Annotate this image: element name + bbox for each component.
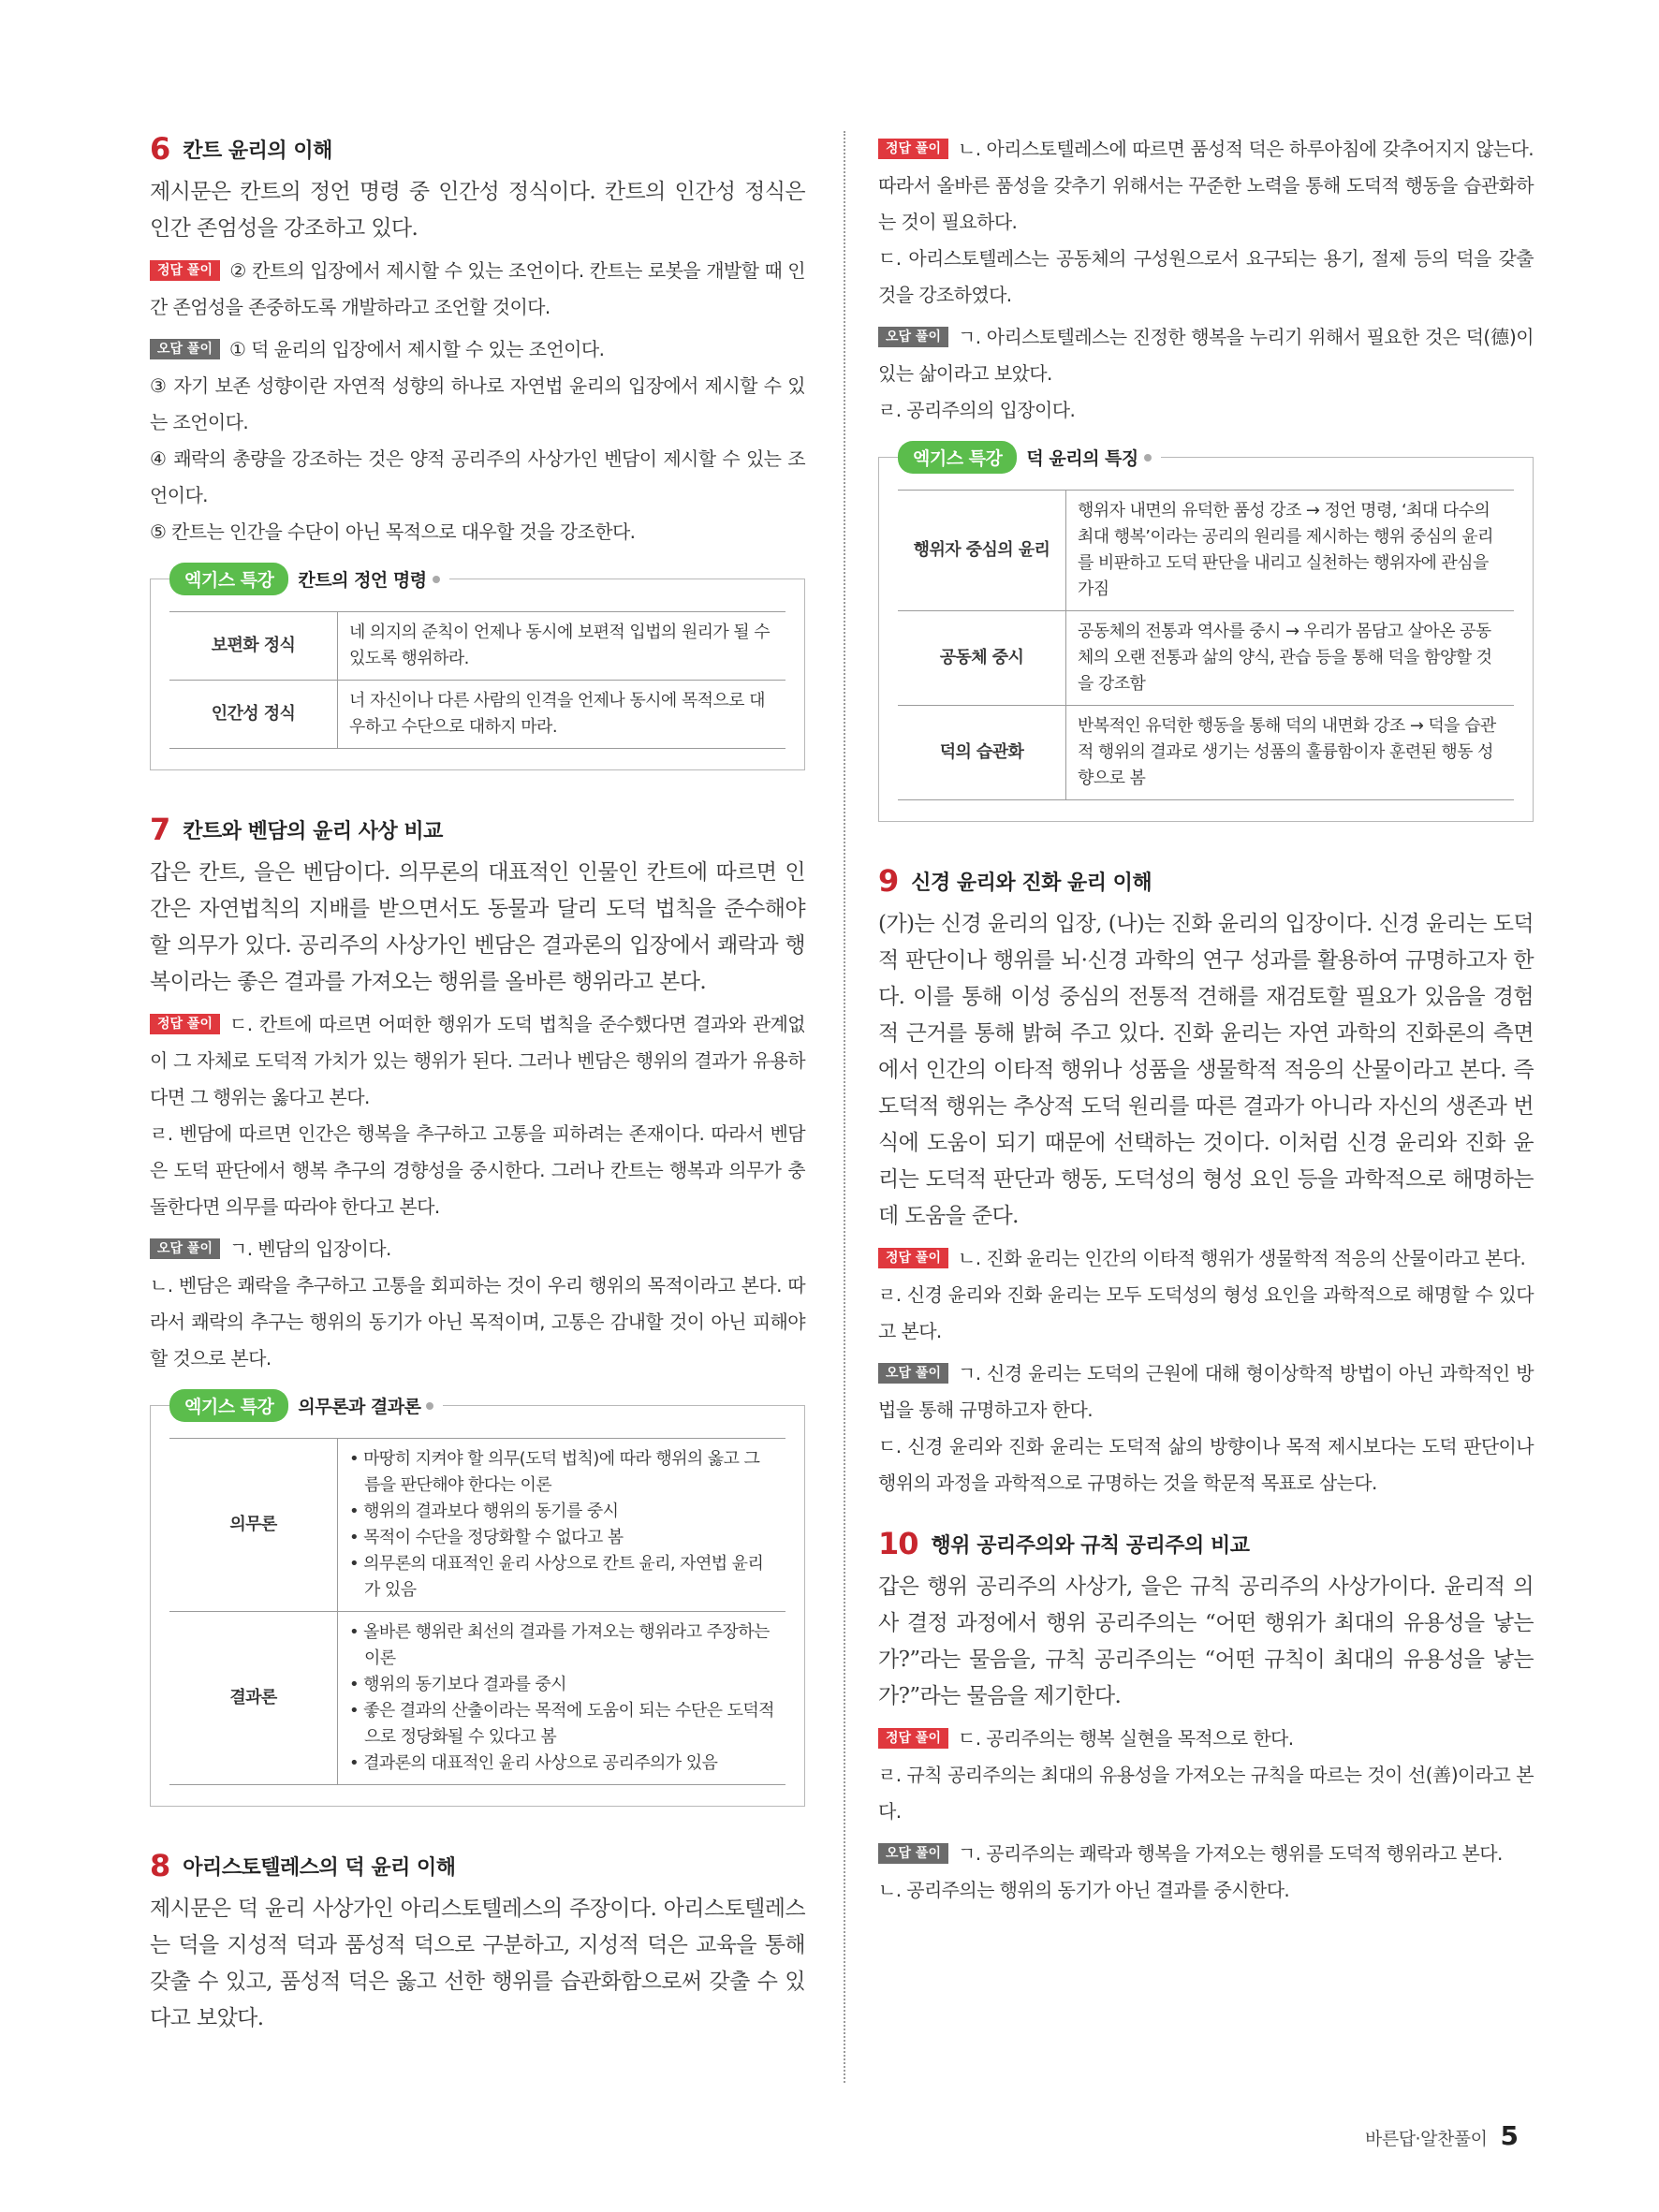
q7-wrong-text: ㄱ. 벤담의 입장이다. [228, 1238, 391, 1260]
table-value: 행위자 내면의 유덕한 품성 강조 → 정언 명령, ‘최대 다수의 최대 행복’이라는 공리의 원리를 제시하는 행위 중심의 윤리를 비판하고 도덕 판단을 내리고 실천하는 행위자에 관심을 가짐 [1066, 491, 1515, 611]
q10-correct-2: ㄹ. 규칙 공리주의는 최대의 유용성을 가져오는 규칙을 따르는 것이 선(善)이라고 본다. [878, 1764, 1534, 1823]
table-value: 너 자신이나 다른 사람의 인격을 언제나 동시에 목적으로 대우하고 수단으로 대하지 마라. [338, 681, 786, 749]
q9-correct-1 [878, 1240, 1534, 1277]
q7-intro: 갑은 칸트, 을은 벤담이다. 의무론의 대표적인 인물인 칸트에 따르면 인간은 자연법칙의 지배를 받으면서도 동물과 달리 도덕 법칙을 준수해야 할 의무가 있다. 공리주의 사상가인 벤담은 결과론의 입장에서 쾌락과 행복이라는 좋은 결과를 가져오는 행위를 올바른 행위라고 본다. [150, 860, 805, 994]
q10-wrong-text: ㄱ. 공리주의는 쾌락과 행복을 가져오는 행위를 도덕적 행위라고 본다. [957, 1842, 1503, 1865]
q7-correct-2: ㄹ. 벤담에 따르면 인간은 행복을 추구하고 고통을 피하려는 존재이다. 따라서 벤담은 도덕 판단에서 행복 추구의 경향성을 중시한다. 그러나 칸트는 행복과 의무가 충돌한다면 의무를 따라야 한다고 본다. [150, 1122, 805, 1218]
q8-intro: 제시문은 덕 윤리 사상가인 아리스토텔레스의 주장이다. 아리스토텔레스는 덕을 지성적 덕과 품성적 덕으로 구분하고, 지성적 덕은 교육을 통해 갖출 수 있고, 품성적 덕은 옳고 선한 행위를 습관화함으로써 갖출 수 있다고 보았다. [150, 1897, 805, 2030]
correct-badge: 정답 풀이 [150, 1014, 220, 1034]
q7-correct-1 [150, 1006, 805, 1116]
bullet-dot-icon [433, 576, 440, 583]
q7-wrong-1 [150, 1231, 805, 1267]
list-item: • 의무론의 대표적인 윤리 사상으로 칸트 윤리, 자연법 윤리가 있음 [349, 1551, 774, 1604]
bullet-dot-icon [426, 1402, 433, 1410]
q7-table [169, 1438, 785, 1785]
box-header [898, 441, 1161, 474]
q9-wrong-1 [878, 1355, 1534, 1428]
question-title: 칸트 윤리의 이해 [183, 139, 332, 163]
correct-badge: 정답 풀이 [878, 139, 948, 159]
box-title: 칸트의 정언 명령 [298, 570, 427, 591]
page-footer [1365, 2120, 1519, 2151]
question-title: 행위 공리주의와 규칙 공리주의 비교 [931, 1533, 1250, 1558]
question-number: 9 [878, 863, 899, 899]
q9-wrong-2: ㄷ. 신경 윤리와 진화 윤리는 도덕적 삶의 방향이나 목적 제시보다는 도덕 판단이나 행위의 과정을 과학적으로 규명하는 것을 학문적 목표로 삼는다. [878, 1435, 1534, 1494]
list-item: • 목적이 수단을 정당화할 수 없다고 봄 [349, 1525, 774, 1551]
table-row [169, 681, 785, 749]
q9-intro: (가)는 신경 윤리의 입장, (나)는 진화 윤리의 입장이다. 신경 윤리는 도덕적 판단이나 행위를 뇌·신경 과학의 연구 성과를 활용하여 규명하고자 한다. 이를 통해 이성 중심의 전통적 견해를 재검토할 필요가 있음을 경험적 근거를 통해 밝혀 주고 있다. 진화 윤리는 자연 과학의 진화론의 측면에서 인간의 이타적 행위나 성품을 생물학적 적응의 산물이라고 본다. 즉 도덕적 행위는 추상적 도덕 원리를 따른 결과가 아니라 자신의 생존과 번식에 도움이 되기 때문에 선택하는 것이다. 이처럼 신경 윤리와 진화 윤리는 도덕적 판단과 행동, 도덕성의 형성 요인 등을 과학적으로 해명하는 데 도움을 준다. [878, 912, 1534, 1228]
q6-wrong-text: ① 덕 윤리의 입장에서 제시할 수 있는 조언이다. [228, 338, 605, 360]
q6-wrong-4: ⑤ 칸트는 인간을 수단이 아닌 목적으로 대우할 것을 강조한다. [150, 520, 636, 543]
q7-correct-text: ㄷ. 칸트에 따르면 어떠한 행위가 도덕 법칙을 준수했다면 결과와 관계없이 그 자체로 도덕적 가치가 있는 행위가 된다. 그러나 벤담은 행위의 결과가 유용하다면 그 행위는 옳다고 본다. [150, 1013, 805, 1108]
q6-summary-box [150, 570, 805, 770]
question-8-header [150, 1848, 805, 1883]
correct-badge: 정답 풀이 [150, 260, 220, 281]
table-row [898, 706, 1514, 800]
right-column [878, 131, 1534, 1914]
question-number: 7 [150, 812, 170, 847]
list-item: • 결과론의 대표적인 윤리 사상으로 공리주의가 있음 [349, 1751, 774, 1777]
correct-badge: 정답 풀이 [878, 1248, 948, 1268]
table-key: 공동체 중시 [898, 611, 1066, 706]
box-title: 의무론과 결과론 [298, 1397, 421, 1417]
wrong-badge: 오답 풀이 [878, 1363, 948, 1384]
question-title: 신경 윤리와 진화 윤리 이해 [911, 871, 1152, 895]
q8-wrong-text: ㄱ. 아리스토텔레스는 진정한 행복을 누리기 위해서 필요한 것은 덕(德)이 있는 삶이라고 보았다. [878, 326, 1534, 385]
box-pill: 엑기스 특강 [169, 563, 288, 595]
table-value: 반복적인 유덕한 행동을 통해 덕의 내면화 강조 → 덕을 습관적 행위의 결과로 생기는 성품의 훌륭함이자 훈련된 행동 성향으로 봄 [1066, 706, 1515, 800]
question-6-header [150, 131, 805, 167]
q9-wrong-text: ㄱ. 신경 윤리는 도덕의 근원에 대해 형이상학적 방법이 아닌 과학적인 방법을 통해 규명하고자 한다. [878, 1362, 1534, 1421]
bullet-dot-icon [1144, 454, 1152, 461]
q10-wrong-1 [878, 1836, 1534, 1872]
q8-summary-box [878, 448, 1534, 822]
q8-table [898, 490, 1514, 800]
q9-correct-2: ㄹ. 신경 윤리와 진화 윤리는 모두 도덕성의 형성 요인을 과학적으로 해명할 수 있다고 본다. [878, 1283, 1534, 1342]
q10-correct-1 [878, 1721, 1534, 1757]
q8-wrong-1 [878, 319, 1534, 392]
q8-correct-1 [878, 131, 1534, 241]
box-pill: 엑기스 특강 [898, 441, 1017, 474]
table-key: 덕의 습관화 [898, 706, 1066, 800]
question-number: 10 [878, 1526, 918, 1561]
correct-badge: 정답 풀이 [878, 1728, 948, 1749]
table-row [169, 1439, 785, 1612]
q6-wrong-2: ③ 자기 보존 성향이란 자연적 성향의 하나로 자연법 윤리의 입장에서 제시할 수 있는 조언이다. [150, 374, 805, 433]
table-value: 네 의지의 준칙이 언제나 동시에 보편적 입법의 원리가 될 수 있도록 행위하라. [338, 612, 786, 681]
question-9-header [878, 863, 1534, 899]
table-row [898, 491, 1514, 611]
q6-correct-text: ② 칸트의 입장에서 제시할 수 있는 조언이다. 칸트는 로봇을 개발할 때 인간 존엄성을 존중하도록 개발하라고 조언할 것이다. [150, 259, 805, 318]
list-item: • 행위의 동기보다 결과를 중시 [349, 1672, 774, 1698]
table-key: 보편화 정식 [169, 612, 338, 681]
q6-wrong-1 [150, 331, 805, 368]
table-key: 결과론 [169, 1612, 338, 1785]
wrong-badge: 오답 풀이 [150, 339, 220, 359]
list-item: • 행위의 결과보다 행위의 동기를 중시 [349, 1499, 774, 1525]
wrong-badge: 오답 풀이 [878, 327, 948, 347]
q10-correct-text: ㄷ. 공리주의는 행복 실현을 목적으로 한다. [957, 1727, 1294, 1750]
q7-summary-box [150, 1397, 805, 1807]
q9-correct-text: ㄴ. 진화 윤리는 인간의 이타적 행위가 생물학적 적응의 산물이라고 본다. [957, 1247, 1526, 1269]
table-key: 의무론 [169, 1439, 338, 1612]
question-title: 칸트와 벤담의 윤리 사상 비교 [183, 819, 443, 843]
q6-intro: 제시문은 칸트의 정언 명령 중 인간성 정식이다. 칸트의 인간성 정식은 인간 존엄성을 강조하고 있다. [150, 180, 805, 241]
question-number: 6 [150, 131, 170, 167]
wrong-badge: 오답 풀이 [878, 1843, 948, 1864]
wrong-badge: 오답 풀이 [150, 1238, 220, 1259]
footer-title: 바른답·알찬풀이 [1364, 2129, 1488, 2149]
box-title: 덕 윤리의 특징 [1026, 448, 1138, 469]
table-value: 공동체의 전통과 역사를 중시 → 우리가 몸담고 살아온 공동체의 오랜 전통과 삶의 양식, 관습 등을 통해 덕을 함양할 것을 강조함 [1066, 611, 1515, 706]
question-10-header [878, 1526, 1534, 1561]
box-header [169, 563, 449, 595]
table-row [169, 1612, 785, 1785]
question-number: 8 [150, 1848, 170, 1883]
q8-correct-2: ㄷ. 아리스토텔레스는 공동체의 구성원으로서 요구되는 용기, 절제 등의 덕을 갖출 것을 강조하였다. [878, 247, 1534, 306]
question-title: 아리스토텔레스의 덕 윤리 이해 [183, 1855, 456, 1880]
list-item: • 마땅히 지켜야 할 의무(도덕 법칙)에 따라 행위의 옳고 그름을 판단해야 한다는 이론 [349, 1446, 774, 1499]
column-divider [844, 131, 845, 2083]
q6-table [169, 611, 785, 749]
left-column [150, 131, 805, 2043]
table-row [169, 612, 785, 681]
page-number: 5 [1500, 2120, 1519, 2151]
table-value [338, 1439, 786, 1612]
question-7-header [150, 812, 805, 847]
q10-intro: 갑은 행위 공리주의 사상가, 을은 규칙 공리주의 사상가이다. 윤리적 의사 결정 과정에서 행위 공리주의는 “어떤 행위가 최대의 유용성을 낳는가?”라는 물음을, 규칙 공리주의는 “어떤 규칙이 최대의 유용성을 낳는가?”라는 물음을 제기한다. [878, 1575, 1534, 1708]
box-header [169, 1389, 443, 1422]
box-pill: 엑기스 특강 [169, 1389, 288, 1422]
q10-wrong-2: ㄴ. 공리주의는 행위의 동기가 아닌 결과를 중시한다. [878, 1879, 1290, 1901]
table-key: 행위자 중심의 윤리 [898, 491, 1066, 611]
table-key: 인간성 정식 [169, 681, 338, 749]
q6-wrong-3: ④ 쾌락의 총량을 강조하는 것은 양적 공리주의 사상가인 벤담이 제시할 수 있는 조언이다. [150, 447, 805, 506]
list-item: • 올바른 행위란 최선의 결과를 가져오는 행위라고 주장하는 이론 [349, 1619, 774, 1672]
table-value [338, 1612, 786, 1785]
q8-wrong-2: ㄹ. 공리주의의 입장이다. [878, 399, 1076, 421]
table-row [898, 611, 1514, 706]
q7-wrong-2: ㄴ. 벤담은 쾌락을 추구하고 고통을 회피하는 것이 우리 행위의 목적이라고 본다. 따라서 쾌락의 추구는 행위의 동기가 아닌 목적이며, 고통은 감내할 것이 아닌 피해야 할 것으로 본다. [150, 1274, 805, 1370]
q8-correct-text: ㄴ. 아리스토텔레스에 따르면 품성적 덕은 하루아침에 갖추어지지 않는다. 따라서 올바른 품성을 갖추기 위해서는 꾸준한 노력을 통해 도덕적 행동을 습관화하는 것이 필요하다. [878, 138, 1534, 233]
list-item: • 좋은 결과의 산출이라는 목적에 도움이 되는 수단은 도덕적으로 정당화될 수 있다고 봄 [349, 1698, 774, 1751]
q6-correct [150, 253, 805, 326]
